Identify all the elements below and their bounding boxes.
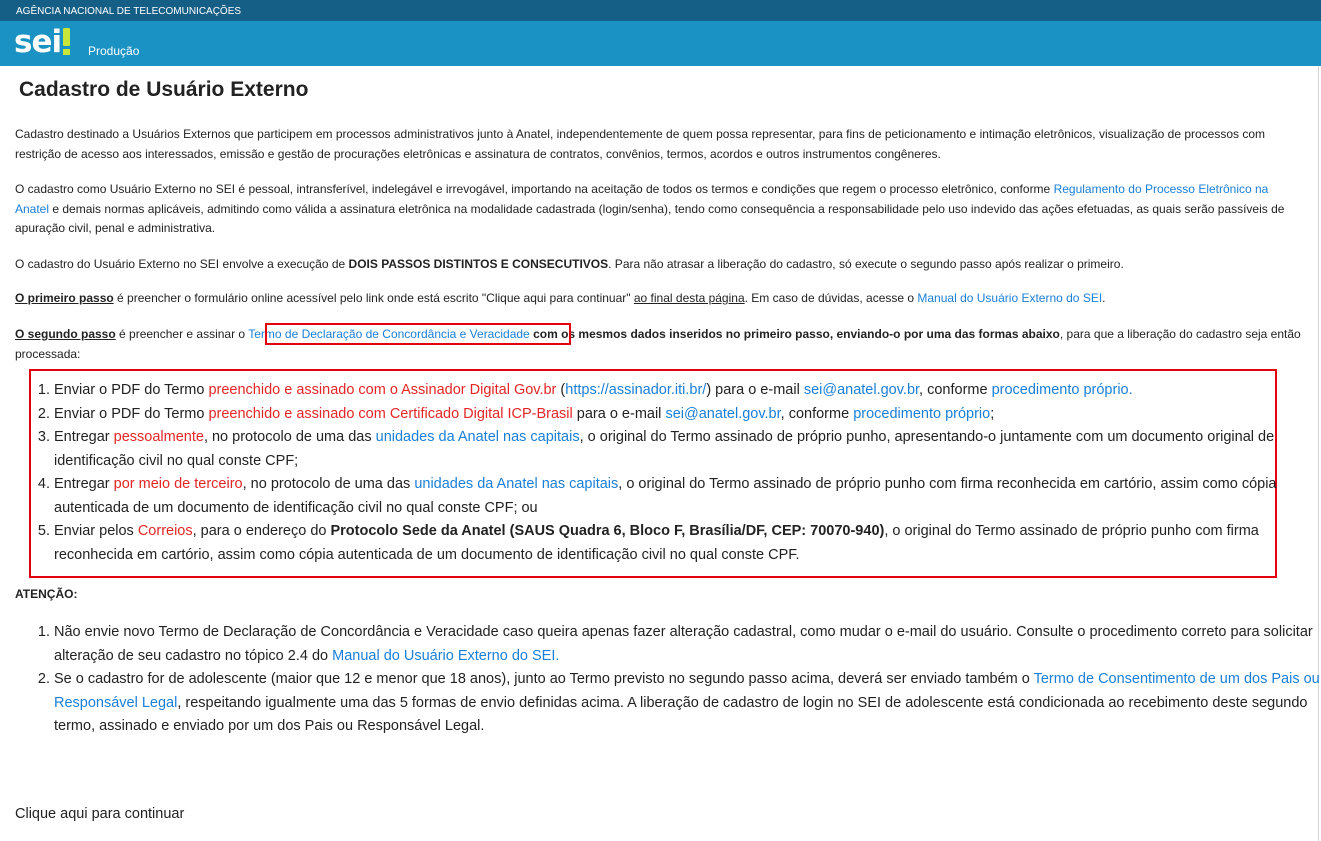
submission-options-list <box>24 379 1294 567</box>
second-step-paragraph <box>15 325 1305 364</box>
regulation-link[interactable]: Regulamento do Processo Eletrônico na Anatel <box>15 182 1269 216</box>
anatel-units-link[interactable]: unidades da Anatel nas capitais <box>375 429 580 445</box>
two-steps-text-a: O cadastro do Usuário Externo no SEI envolve a execução de <box>15 257 349 271</box>
sei-logo[interactable] <box>14 25 71 59</box>
list-item: 4. Entregar por meio de terceiro, no protocolo de uma das unidades da Anatel nas capitais, o original do Termo assinado de próprio punho com firma reconhecida em cartório, assim como cópia autenticada de um documento de identificação civil no qual conste CPF; ou <box>54 473 1294 520</box>
manual-link[interactable]: Manual do Usuário Externo do SEI <box>917 291 1103 305</box>
first-step-text-c: . <box>1102 291 1106 305</box>
end-of-page-ref: ao final desta página <box>633 291 745 305</box>
list-item: 3. Entregar pessoalmente, no protocolo de uma das unidades da Anatel nas capitais, o original do Termo assinado de próprio punho, apresentando-o juntamente com um documento original de identificação civil no qual conste CPF; <box>54 426 1294 473</box>
list-item: 5. Enviar pelos Correios, para o endereço do Protocolo Sede da Anatel (SAUS Quadra 6, Bloco F, Brasília/DF, CEP: 70070-940), o original do Termo assinado de próprio punho com firma reconhecida em cartório, assim como cópia autenticada de um documento de identificação civil no qual conste CPF. <box>54 520 1294 567</box>
anatel-address: Protocolo Sede da Anatel (SAUS Quadra 6, Bloco F, Brasília/DF, CEP: 70070-940) <box>330 523 885 539</box>
parental-consent-link[interactable]: Termo de Consentimento de um dos Pais ou Responsável Legal <box>54 671 1320 711</box>
sei-logo-text: sei <box>14 24 62 60</box>
two-steps-bold: DOIS PASSOS DISTINTOS E CONSECUTIVOS <box>348 257 609 271</box>
intro-text: Cadastro destinado a Usuários Externos que participem em processos administrativos junto à Anatel, independentemente de quem possa representar, para fins de peticionamento e intimação eletrônicos, visualização de processos com restrição de acesso aos interessados, emissão e gestão de procurações eletrônicas e assinatura de contratos, convênios, termos, acordos e outros instrumentos congêneres. <box>15 127 1266 161</box>
in-person-highlight: pessoalmente <box>113 429 204 445</box>
attention-label: ATENÇÃO: <box>15 587 78 601</box>
first-step-text-b: . Em caso de dúvidas, acesse o <box>744 291 918 305</box>
govbr-signature-highlight: preenchido e assinado com o Assinador Digital Gov.br <box>208 382 557 398</box>
assinador-link[interactable]: https://assinador.iti.br/ <box>565 382 707 398</box>
procedure-link[interactable]: procedimento próprio <box>853 405 991 422</box>
attention-list <box>24 621 1321 739</box>
two-steps-paragraph <box>15 255 1305 275</box>
email-link[interactable]: sei@anatel.gov.br <box>665 405 781 422</box>
first-step-paragraph <box>15 289 1305 309</box>
sei-logo-mark-icon <box>63 28 71 54</box>
first-step-text-a: é preencher o formulário online acessível pelo link onde está escrito "Clique aqui para continuar" <box>113 291 634 305</box>
second-step-label: O segundo passo <box>15 327 116 341</box>
environment-label: Produção <box>88 44 140 58</box>
manual-link[interactable]: Manual do Usuário Externo do SEI <box>332 647 556 664</box>
list-item: 1. Não envie novo Termo de Declaração de Concordância e Veracidade caso queira apenas fazer alteração cadastral, como mudar o e-mail do usuário. Consulte o procedimento correto para solicitar alteração de seu cadastro no tópico 2.4 do Manual do Usuário Externo do SEI. <box>54 621 1321 668</box>
first-step-label: O primeiro passo <box>15 291 114 305</box>
second-step-text-a: é preencher e assinar o <box>115 327 249 341</box>
list-item: 2. Se o cadastro for de adolescente (maior que 12 e menor que 18 anos), junto ao Termo previsto no segundo passo acima, deverá ser enviado também o Termo de Consentimento de um dos Pais ou Responsável Legal, respeitando igualmente uma das 5 formas de envio definidas acima. A liberação de cadastro de login no SEI de adolescente está condicionada ao recebimento deste segundo termo, assinado e enviado por um dos Pais ou Responsável Legal. <box>54 668 1321 739</box>
agency-bar <box>0 0 1321 21</box>
terms-paragraph <box>15 180 1305 239</box>
mail-highlight: Correios <box>137 523 193 539</box>
email-link[interactable]: sei@anatel.gov.br <box>803 382 920 398</box>
agency-name: AGÊNCIA NACIONAL DE TELECOMUNICAÇÕES <box>16 6 242 17</box>
terms-text-a: O cadastro como Usuário Externo no SEI é pessoal, intransferível, indelegável e irrevogável, importando na aceitação de todos os termos e condições que regem o processo eletrônico, conforme <box>15 182 1054 196</box>
page-title: Cadastro de Usuário Externo <box>19 78 309 101</box>
list-item: 2. Enviar o PDF do Termo preenchido e assinado com Certificado Digital ICP-Brasil para o e-mail sei@anatel.gov.br, conforme procedimento próprio; <box>54 403 1294 427</box>
list-item: 1. Enviar o PDF do Termo preenchido e assinado com o Assinador Digital Gov.br (https://assinador.iti.br/) para o e-mail sei@anatel.gov.br, conforme procedimento próprio. <box>54 379 1294 403</box>
third-party-highlight: por meio de terceiro <box>113 476 243 492</box>
icp-signature-highlight: preenchido e assinado com Certificado Digital ICP-Brasil <box>208 405 573 422</box>
second-step-text-b: , para que a liberação do cadastro seja então processada: <box>15 327 1301 361</box>
anatel-units-link[interactable]: unidades da Anatel nas capitais <box>414 476 619 492</box>
declaration-term-highlight <box>265 323 571 345</box>
two-steps-text-b: . Para não atrasar a liberação do cadastro, só execute o segundo passo após realizar o primeiro. <box>608 257 1124 271</box>
procedure-link[interactable]: procedimento próprio <box>991 382 1129 398</box>
intro-paragraph <box>15 125 1305 164</box>
declaration-term-link[interactable]: Termo de Declaração de Concordância e Veracidade <box>248 327 530 341</box>
terms-text-b: e demais normas aplicáveis, admitindo como válida a assinatura eletrônica na modalidade cadastrada (login/senha), tendo como consequência a responsabilidade pelo uso indevido das ações efetuadas, as quais serão passíveis de apuração civil, penal e administrativa. <box>15 201 1285 235</box>
app-header <box>0 21 1321 66</box>
continue-link[interactable]: Clique aqui para continuar <box>15 806 185 822</box>
second-step-bold: com os mesmos dados inseridos no primeiro passo, enviando-o por uma das formas abaixo <box>529 327 1060 341</box>
